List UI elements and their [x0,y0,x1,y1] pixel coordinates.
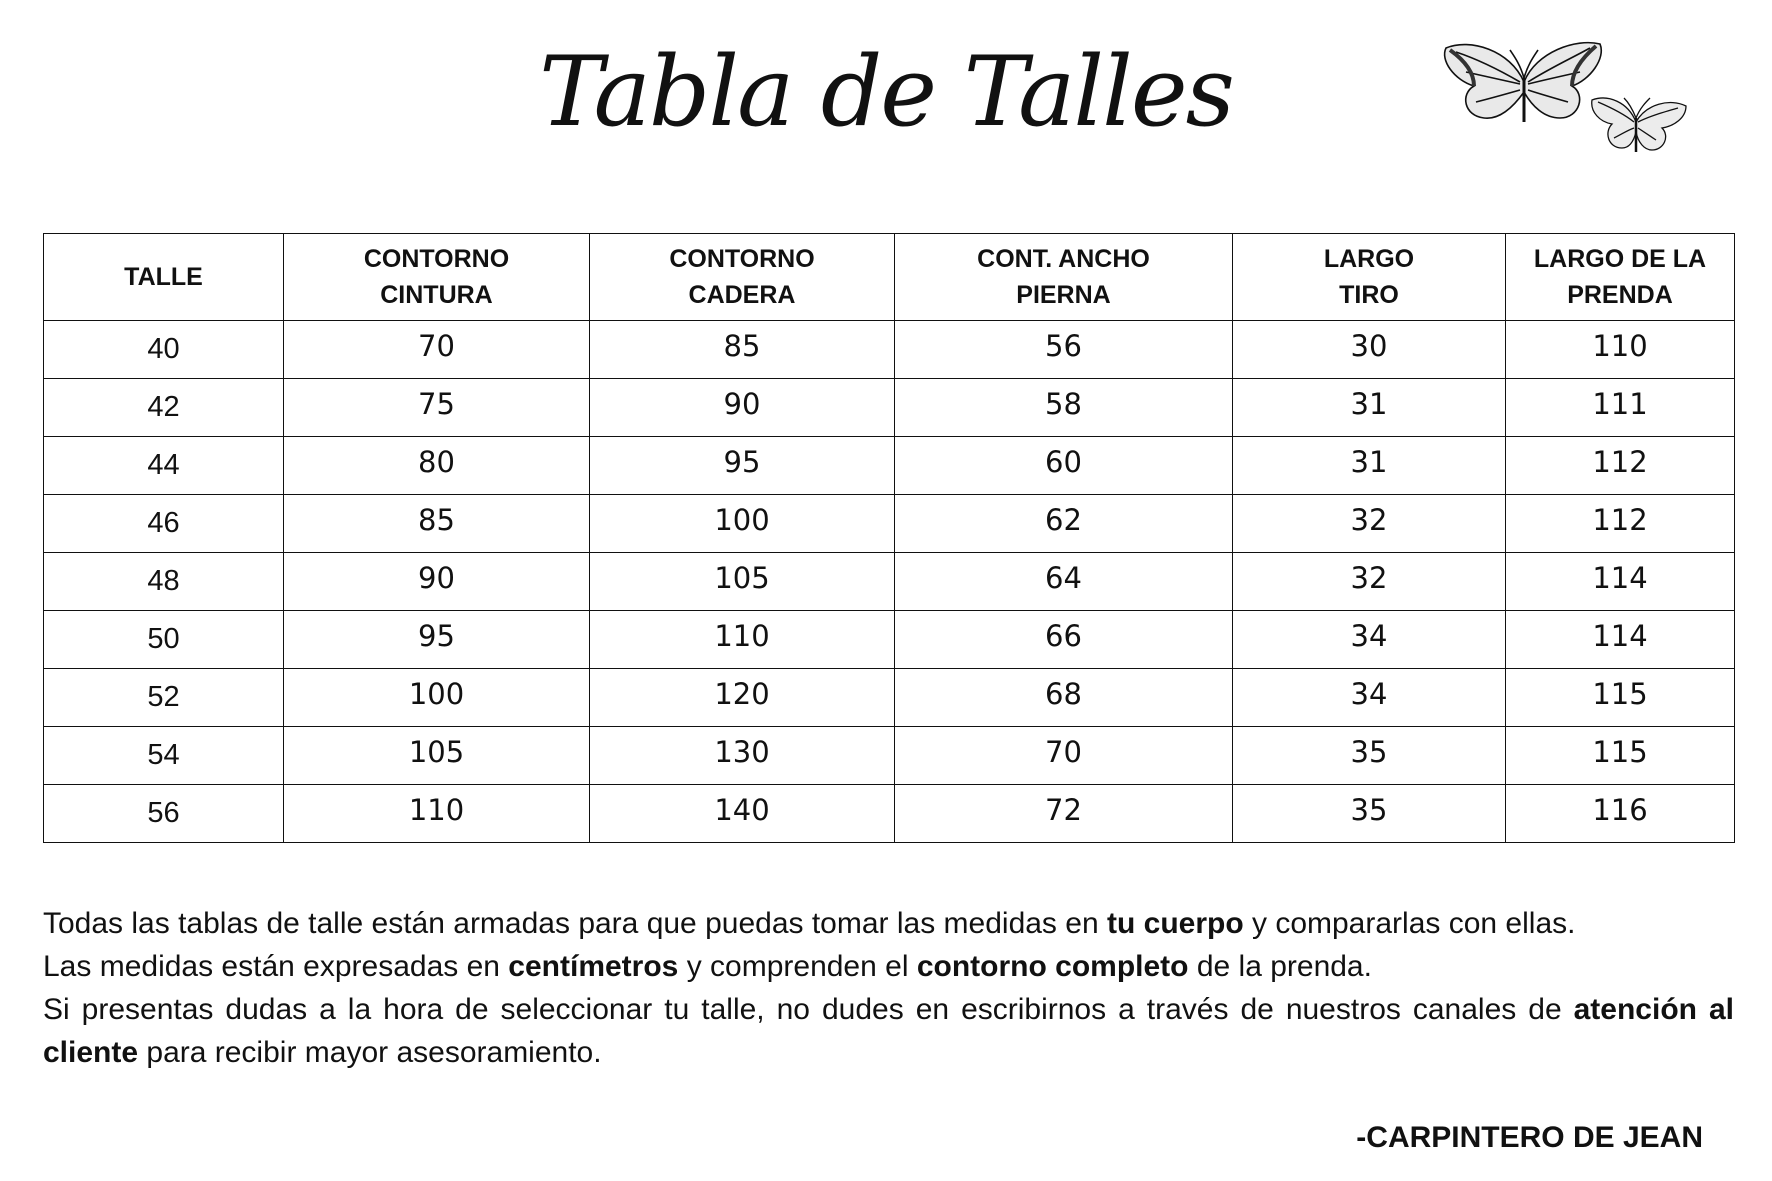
large-butterfly-icon [1445,43,1602,122]
note-text: de la prenda. [1188,950,1372,983]
table-cell: 115 [1506,727,1735,785]
note-emphasis: atención al cliente [43,993,1734,1069]
table-row [44,437,1735,495]
table-row [44,669,1735,727]
table-cell: 105 [284,727,590,785]
table-row [44,495,1735,553]
note-text: para recibir mayor asesoramiento. [138,1036,602,1069]
table-cell: 95 [590,437,895,495]
table-cell: 110 [284,785,590,843]
table-cell: 62 [895,495,1233,553]
table-row [44,727,1735,785]
table-cell: 32 [1233,553,1506,611]
notes-paragraph [43,902,1734,1074]
table-cell: 114 [1506,553,1735,611]
table-cell: 111 [1506,379,1735,437]
size-table [43,233,1735,843]
table-cell: 31 [1233,379,1506,437]
table-cell: 85 [284,495,590,553]
table-cell: 70 [895,727,1233,785]
table-cell: 35 [1233,785,1506,843]
table-cell: 105 [590,553,895,611]
table-cell: 60 [895,437,1233,495]
table-cell: 75 [284,379,590,437]
table-cell: 80 [284,437,590,495]
note-line-2 [43,945,1734,988]
table-cell: 110 [1506,321,1735,379]
table-cell: 68 [895,669,1233,727]
note-emphasis: centímetros [508,950,679,983]
table-cell: 34 [1233,611,1506,669]
table-cell: 70 [284,321,590,379]
size-cell: 40 [44,321,284,379]
table-header-row [44,234,1735,321]
table-row [44,553,1735,611]
note-line-3 [43,988,1734,1074]
table-cell: 64 [895,553,1233,611]
note-text: y compararlas con ellas. [1243,907,1576,940]
column-header-contorno-cadera: CONTORNO CADERA [590,234,895,321]
size-cell: 48 [44,553,284,611]
table-row [44,611,1735,669]
note-text: Las medidas están expresadas en [43,950,509,983]
note-emphasis: contorno completo [916,950,1189,983]
table-cell: 114 [1506,611,1735,669]
table-cell: 95 [284,611,590,669]
table-row [44,321,1735,379]
table-cell: 140 [590,785,895,843]
size-cell: 42 [44,379,284,437]
note-line-1 [43,902,1734,945]
table-cell: 130 [590,727,895,785]
column-header-ancho-pierna: CONT. ANCHO PIERNA [895,234,1233,321]
table-cell: 72 [895,785,1233,843]
table-cell: 120 [590,669,895,727]
size-cell: 50 [44,611,284,669]
size-cell: 56 [44,785,284,843]
table-row [44,379,1735,437]
table-row [44,785,1735,843]
table-cell: 100 [284,669,590,727]
table-cell: 58 [895,379,1233,437]
table-cell: 116 [1506,785,1735,843]
brand-signature: -CARPINTERO DE JEAN [1356,1121,1703,1154]
size-cell: 46 [44,495,284,553]
table-cell: 34 [1233,669,1506,727]
column-header-contorno-cintura: CONTORNO CINTURA [284,234,590,321]
note-text: Todas las tablas de talle están armadas para que puedas tomar las medidas en [43,907,1107,940]
note-emphasis: tu cuerpo [1106,907,1244,940]
column-header-talle: TALLE [44,234,284,321]
table-cell: 112 [1506,495,1735,553]
table-cell: 56 [895,321,1233,379]
size-cell: 44 [44,437,284,495]
table-cell: 90 [284,553,590,611]
column-header-largo-prenda: LARGO DE LA PRENDA [1506,234,1735,321]
note-text: y comprenden el [678,950,917,983]
table-cell: 66 [895,611,1233,669]
column-header-largo-tiro: LARGO TIRO [1233,234,1506,321]
note-text: Si presentas dudas a la hora de seleccionar tu talle, no dudes en escribirnos a través de nuestros canales de [43,993,1574,1026]
table-cell: 35 [1233,727,1506,785]
table-cell: 110 [590,611,895,669]
page-title: Tabla de Talles [539,36,1233,148]
table-cell: 32 [1233,495,1506,553]
table-cell: 31 [1233,437,1506,495]
table-cell: 30 [1233,321,1506,379]
table-cell: 90 [590,379,895,437]
size-cell: 54 [44,727,284,785]
butterflies-icon [1440,30,1700,170]
table-cell: 85 [590,321,895,379]
table-cell: 115 [1506,669,1735,727]
size-cell: 52 [44,669,284,727]
table-cell: 100 [590,495,895,553]
small-butterfly-icon [1592,98,1686,152]
table-cell: 112 [1506,437,1735,495]
